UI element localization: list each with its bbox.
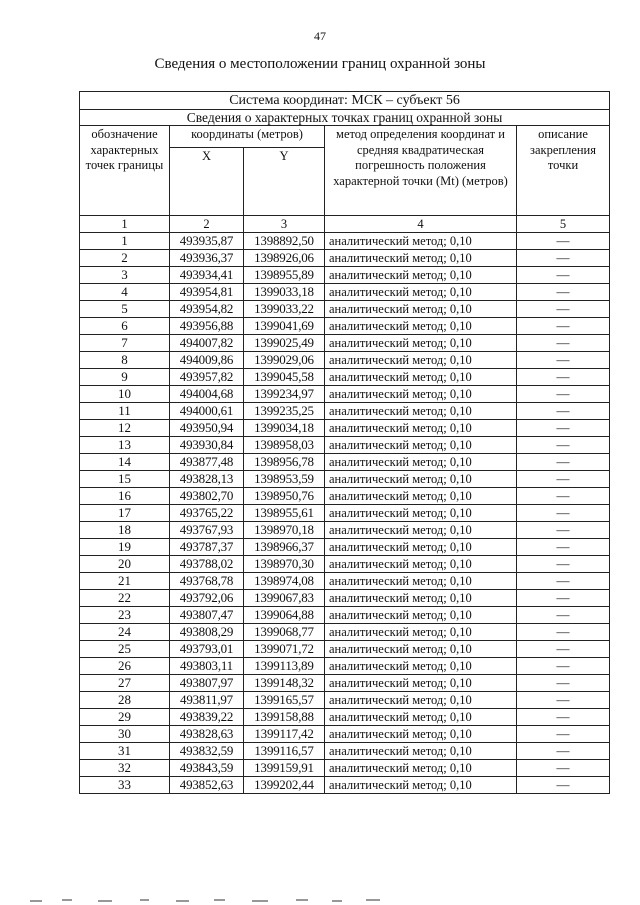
description-cell: — [517,369,610,386]
description-cell: — [517,726,610,743]
method-cell: аналитический метод; 0,10 [325,726,517,743]
y-coordinate-cell: 1399033,22 [244,301,325,318]
x-coordinate-cell: 493768,78 [170,573,244,590]
y-coordinate-cell: 1398926,06 [244,250,325,267]
boundary-points-table [79,91,610,794]
column-number: 2 [170,216,244,233]
point-number-cell: 23 [80,607,170,624]
method-cell: аналитический метод; 0,10 [325,352,517,369]
point-number-cell: 10 [80,386,170,403]
y-coordinate-cell: 1398955,89 [244,267,325,284]
y-coordinate-cell: 1398953,59 [244,471,325,488]
description-cell: — [517,250,610,267]
x-coordinate-cell: 493811,97 [170,692,244,709]
point-number-cell: 24 [80,624,170,641]
method-cell: аналитический метод; 0,10 [325,403,517,420]
table-row [80,301,610,318]
points-caption: Сведения о характерных точках границ охранной зоны [80,110,610,126]
point-number-cell: 7 [80,335,170,352]
x-coordinate-cell: 493930,84 [170,437,244,454]
method-cell: аналитический метод; 0,10 [325,471,517,488]
table-row [80,505,610,522]
x-coordinate-cell: 494007,82 [170,335,244,352]
y-coordinate-cell: 1399067,83 [244,590,325,607]
point-number-cell: 20 [80,556,170,573]
table-row [80,369,610,386]
point-number-cell: 13 [80,437,170,454]
point-number-cell: 17 [80,505,170,522]
point-number-cell: 6 [80,318,170,335]
description-cell: — [517,573,610,590]
description-cell: — [517,607,610,624]
x-coordinate-cell: 493828,13 [170,471,244,488]
y-coordinate-cell: 1398974,08 [244,573,325,590]
description-cell: — [517,624,610,641]
x-coordinate-cell: 493802,70 [170,488,244,505]
x-coordinate-cell: 493935,87 [170,233,244,250]
point-number-cell: 21 [80,573,170,590]
y-coordinate-cell: 1399117,42 [244,726,325,743]
method-cell: аналитический метод; 0,10 [325,624,517,641]
x-coordinate-cell: 493807,97 [170,675,244,692]
method-cell: аналитический метод; 0,10 [325,675,517,692]
header-x: X [170,148,244,216]
y-coordinate-cell: 1399041,69 [244,318,325,335]
point-number-cell: 26 [80,658,170,675]
method-cell: аналитический метод; 0,10 [325,335,517,352]
method-cell: аналитический метод; 0,10 [325,369,517,386]
column-number: 3 [244,216,325,233]
table-row [80,267,610,284]
description-cell: — [517,301,610,318]
table-row [80,760,610,777]
y-coordinate-cell: 1399071,72 [244,641,325,658]
description-cell: — [517,539,610,556]
x-coordinate-cell: 493792,06 [170,590,244,607]
point-number-cell: 15 [80,471,170,488]
method-cell: аналитический метод; 0,10 [325,386,517,403]
point-number-cell: 32 [80,760,170,777]
description-cell: — [517,709,610,726]
method-cell: аналитический метод; 0,10 [325,522,517,539]
points-table-body [80,233,610,794]
table-row [80,437,610,454]
y-coordinate-cell: 1399045,58 [244,369,325,386]
y-coordinate-cell: 1398970,18 [244,522,325,539]
y-coordinate-cell: 1399159,91 [244,760,325,777]
point-number-cell: 2 [80,250,170,267]
table-row [80,709,610,726]
table-row [80,386,610,403]
x-coordinate-cell: 494009,86 [170,352,244,369]
point-number-cell: 31 [80,743,170,760]
description-cell: — [517,641,610,658]
y-coordinate-cell: 1399113,89 [244,658,325,675]
point-number-cell: 28 [80,692,170,709]
x-coordinate-cell: 494000,61 [170,403,244,420]
x-coordinate-cell: 493957,82 [170,369,244,386]
method-cell: аналитический метод; 0,10 [325,556,517,573]
method-cell: аналитический метод; 0,10 [325,488,517,505]
description-cell: — [517,505,610,522]
table-row [80,471,610,488]
x-coordinate-cell: 493828,63 [170,726,244,743]
table-row [80,675,610,692]
table-row [80,777,610,794]
page-number: 47 [314,29,326,43]
method-cell: аналитический метод; 0,10 [325,250,517,267]
point-number-cell: 22 [80,590,170,607]
description-cell: — [517,335,610,352]
x-coordinate-cell: 493877,48 [170,454,244,471]
point-number-cell: 30 [80,726,170,743]
x-coordinate-cell: 493956,88 [170,318,244,335]
table-row [80,726,610,743]
y-coordinate-cell: 1399116,57 [244,743,325,760]
column-number: 4 [325,216,517,233]
y-coordinate-cell: 1398970,30 [244,556,325,573]
table-row [80,318,610,335]
description-cell: — [517,403,610,420]
y-coordinate-cell: 1398892,50 [244,233,325,250]
method-cell: аналитический метод; 0,10 [325,709,517,726]
x-coordinate-cell: 493807,47 [170,607,244,624]
table-row [80,624,610,641]
y-coordinate-cell: 1398966,37 [244,539,325,556]
description-cell: — [517,760,610,777]
table-row [80,352,610,369]
x-coordinate-cell: 493803,11 [170,658,244,675]
description-cell: — [517,437,610,454]
column-number: 1 [80,216,170,233]
point-number-cell: 14 [80,454,170,471]
y-coordinate-cell: 1399148,32 [244,675,325,692]
method-cell: аналитический метод; 0,10 [325,539,517,556]
y-coordinate-cell: 1399202,44 [244,777,325,794]
y-coordinate-cell: 1399029,06 [244,352,325,369]
point-number-cell: 29 [80,709,170,726]
table-row [80,641,610,658]
table-row [80,403,610,420]
header-designation: обозначение характерных точек границы [80,126,170,216]
point-number-cell: 27 [80,675,170,692]
method-cell: аналитический метод; 0,10 [325,658,517,675]
method-cell: аналитический метод; 0,10 [325,233,517,250]
description-cell: — [517,488,610,505]
point-number-cell: 11 [80,403,170,420]
x-coordinate-cell: 493950,94 [170,420,244,437]
description-cell: — [517,658,610,675]
x-coordinate-cell: 493936,37 [170,250,244,267]
document-title: Сведения о местоположении границ охранной зоны [154,56,486,72]
x-coordinate-cell: 493793,01 [170,641,244,658]
y-coordinate-cell: 1399064,88 [244,607,325,624]
y-coordinate-cell: 1399158,88 [244,709,325,726]
point-number-cell: 8 [80,352,170,369]
point-number-cell: 5 [80,301,170,318]
method-cell: аналитический метод; 0,10 [325,318,517,335]
x-coordinate-cell: 493787,37 [170,539,244,556]
method-cell: аналитический метод; 0,10 [325,454,517,471]
point-number-cell: 25 [80,641,170,658]
table-row [80,658,610,675]
method-cell: аналитический метод; 0,10 [325,437,517,454]
method-cell: аналитический метод; 0,10 [325,607,517,624]
x-coordinate-cell: 493954,81 [170,284,244,301]
header-method: метод определения координат и средняя квадратическая погрешность положения характерной точки (Mt) (метров) [325,126,517,216]
description-cell: — [517,284,610,301]
x-coordinate-cell: 493808,29 [170,624,244,641]
y-coordinate-cell: 1399025,49 [244,335,325,352]
table-row [80,454,610,471]
method-cell: аналитический метод; 0,10 [325,420,517,437]
x-coordinate-cell: 493954,82 [170,301,244,318]
point-number-cell: 19 [80,539,170,556]
description-cell: — [517,420,610,437]
table-row [80,743,610,760]
y-coordinate-cell: 1398958,03 [244,437,325,454]
description-cell: — [517,267,610,284]
description-cell: — [517,590,610,607]
x-coordinate-cell: 493832,59 [170,743,244,760]
x-coordinate-cell: 493839,22 [170,709,244,726]
method-cell: аналитический метод; 0,10 [325,573,517,590]
table-row [80,607,610,624]
description-cell: — [517,386,610,403]
point-number-cell: 16 [80,488,170,505]
y-coordinate-cell: 1399034,18 [244,420,325,437]
header-y: Y [244,148,325,216]
table-row [80,539,610,556]
method-cell: аналитический метод; 0,10 [325,743,517,760]
y-coordinate-cell: 1399068,77 [244,624,325,641]
table-row [80,335,610,352]
header-coordinates: координаты (метров) [170,126,325,148]
point-number-cell: 18 [80,522,170,539]
column-number: 5 [517,216,610,233]
method-cell: аналитический метод; 0,10 [325,267,517,284]
method-cell: аналитический метод; 0,10 [325,590,517,607]
method-cell: аналитический метод; 0,10 [325,641,517,658]
point-number-cell: 33 [80,777,170,794]
table-row [80,250,610,267]
point-number-cell: 4 [80,284,170,301]
x-coordinate-cell: 493852,63 [170,777,244,794]
method-cell: аналитический метод; 0,10 [325,301,517,318]
description-cell: — [517,352,610,369]
method-cell: аналитический метод; 0,10 [325,760,517,777]
table-row [80,284,610,301]
y-coordinate-cell: 1398956,78 [244,454,325,471]
point-number-cell: 1 [80,233,170,250]
y-coordinate-cell: 1399234,97 [244,386,325,403]
description-cell: — [517,522,610,539]
description-cell: — [517,471,610,488]
y-coordinate-cell: 1398955,61 [244,505,325,522]
table-row [80,590,610,607]
table-row [80,573,610,590]
y-coordinate-cell: 1399165,57 [244,692,325,709]
y-coordinate-cell: 1399033,18 [244,284,325,301]
y-coordinate-cell: 1399235,25 [244,403,325,420]
scan-edge-marks [0,896,640,905]
method-cell: аналитический метод; 0,10 [325,777,517,794]
table-row [80,488,610,505]
column-number-row [80,216,610,233]
method-cell: аналитический метод; 0,10 [325,505,517,522]
method-cell: аналитический метод; 0,10 [325,692,517,709]
description-cell: — [517,233,610,250]
x-coordinate-cell: 494004,68 [170,386,244,403]
point-number-cell: 12 [80,420,170,437]
table-row [80,692,610,709]
x-coordinate-cell: 493934,41 [170,267,244,284]
header-description: описание закрепления точки [517,126,610,216]
description-cell: — [517,743,610,760]
description-cell: — [517,318,610,335]
method-cell: аналитический метод; 0,10 [325,284,517,301]
description-cell: — [517,454,610,471]
x-coordinate-cell: 493765,22 [170,505,244,522]
table-row [80,556,610,573]
x-coordinate-cell: 493767,93 [170,522,244,539]
description-cell: — [517,675,610,692]
point-number-cell: 9 [80,369,170,386]
description-cell: — [517,556,610,573]
table-row [80,420,610,437]
y-coordinate-cell: 1398950,76 [244,488,325,505]
description-cell: — [517,692,610,709]
table-row [80,522,610,539]
point-number-cell: 3 [80,267,170,284]
coordinate-system-caption: Система координат: МСК – субъект 56 [80,92,610,110]
x-coordinate-cell: 493843,59 [170,760,244,777]
description-cell: — [517,777,610,794]
x-coordinate-cell: 493788,02 [170,556,244,573]
table-row [80,233,610,250]
